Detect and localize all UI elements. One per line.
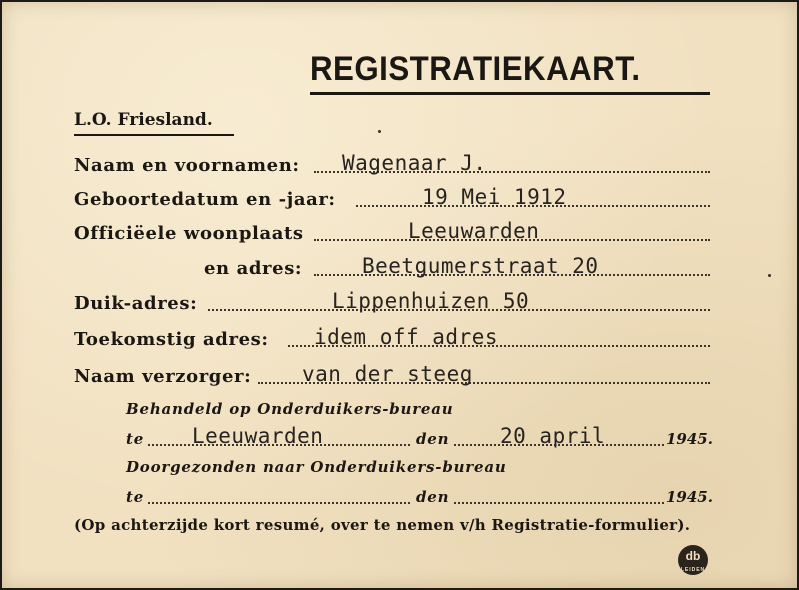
card-title: REGISTRATIEKAART. [310,50,641,88]
year: 1945. [666,430,713,448]
footer-note: (Op achterzijde kort resumé, over te nemen v/h Registratie-formulier). [74,516,691,534]
field-geboortedatum [2,185,797,213]
printer-logo [678,545,708,575]
field-naam [2,151,797,179]
behandeld-row [2,424,797,452]
dotted-line [454,502,664,504]
field-duik-adres [2,289,797,317]
te-label: te [126,430,145,448]
year: 1945. [666,488,713,506]
field-value: 19 Mei 1912 [422,185,567,209]
registration-card [2,2,797,588]
field-toekomstig-adres [2,325,797,353]
den-value: 20 april [500,424,606,448]
field-label: Naam en voornamen: [74,155,300,176]
field-woonplaats [2,219,797,247]
field-value: idem off adres [314,325,499,349]
field-label: Toekomstig adres: [74,329,269,350]
field-verzorger [2,362,797,390]
title-underline [310,92,710,95]
field-label: Duik-adres: [74,293,198,314]
field-value: Lippenhuizen 50 [332,289,530,313]
field-label: Naam verzorger: [74,366,252,387]
field-value: Leeuwarden [408,219,540,243]
doorgezonden-heading: Doorgezonden naar Onderduikers-bureau [126,458,507,476]
field-value: Wagenaar J. [342,151,487,175]
dotted-line [148,502,410,504]
field-label: Geboortedatum en -jaar: [74,189,336,210]
field-value: Beetgumerstraat 20 [362,254,599,278]
den-label: den [416,488,450,506]
den-label: den [416,430,450,448]
field-value: van der steeg [302,362,473,386]
logo-subtext: LEIDEN [680,567,706,573]
field-adres [2,254,797,282]
paper-speck [378,130,381,133]
organization-name: L.O. Friesland. [74,110,213,130]
field-label: Officiëele woonplaats [74,223,304,244]
organization-underline [74,134,234,136]
te-label: te [126,488,145,506]
behandeld-heading: Behandeld op Onderduikers-bureau [126,400,454,418]
doorgezonden-row [2,486,797,510]
logo-text: db [685,549,701,563]
field-label: en adres: [204,258,303,279]
paper-speck [768,274,771,277]
te-value: Leeuwarden [192,424,324,448]
